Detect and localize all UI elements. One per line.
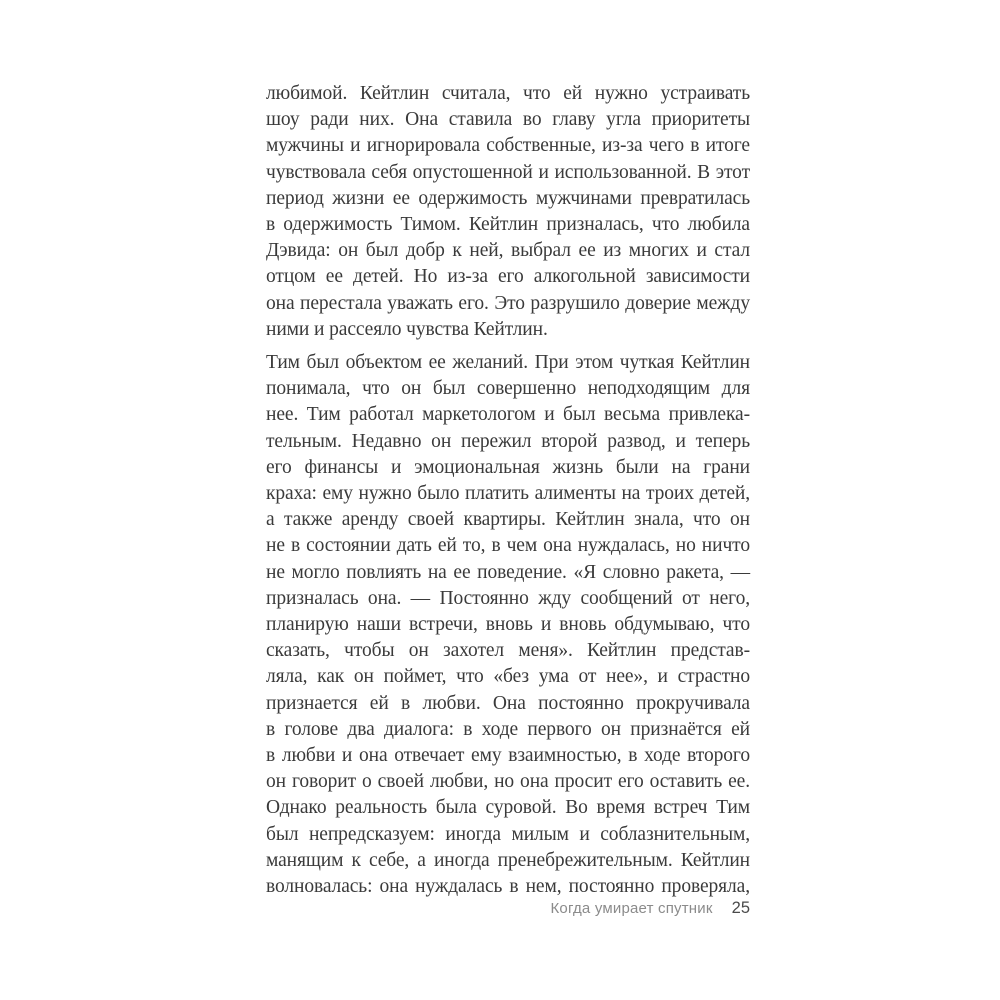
text-line: признается ей в любви. Она постоянно прокручивала xyxy=(266,692,750,714)
text-line: Однако реальность была суровой. Во время встреч Тим xyxy=(266,797,750,819)
text-line: его финансы и эмоциональная жизнь были на грани xyxy=(266,456,750,478)
text-line: не в состоянии дать ей то, в чем она нуждалась, но ничто xyxy=(266,535,750,557)
text-line: был непредсказуем: иногда милым и соблазнительным, xyxy=(266,823,750,845)
text-line: в одержимость Тимом. Кейтлин призналась, что любила xyxy=(266,214,750,236)
text-line: нее. Тим работал маркетологом и был весьма привлека- xyxy=(266,404,750,426)
running-title: Когда умирает спутник xyxy=(550,900,713,917)
text-line: он говорит о своей любви, но она просит его оставить ее. xyxy=(266,771,750,793)
text-line: планирую наши встречи, вновь и вновь обдумываю, что xyxy=(266,614,750,636)
text-line: тельным. Недавно он пережил второй развод, и теперь xyxy=(266,430,750,452)
paragraph xyxy=(266,350,750,900)
text-line: ляла, как он поймет, что «без ума от нее», и страстно xyxy=(266,666,750,688)
text-line: любимой. Кейтлин считала, что ей нужно устраивать xyxy=(266,83,750,104)
text-line: призналась она. — Постоянно жду сообщений от него, xyxy=(266,587,750,609)
text-line: Дэвида: он был добр к ней, выбрал ее из многих и стал xyxy=(266,240,750,262)
text-line: отцом ее детей. Но из-за его алкогольной зависимости xyxy=(266,266,750,288)
text-line: чувствовала себя опустошенной и использованной. В этот xyxy=(266,161,750,183)
text-line: понимала, что он был совершенно неподходящим для xyxy=(266,378,750,400)
paragraph xyxy=(266,81,750,343)
page-footer xyxy=(266,899,750,918)
text-line: ними и рассеяло чувства Кейтлин. xyxy=(266,318,548,340)
text-line: волновалась: она нуждалась в нем, постоянно проверяла, xyxy=(266,876,750,898)
text-line: мужчины и игнорировала собственные, из-за чего в итоге xyxy=(266,135,750,157)
text-line: период жизни ее одержимость мужчинами превратилась xyxy=(266,187,750,209)
text-line: краха: ему нужно было платить алименты на троих детей, xyxy=(266,483,750,505)
page-number: 25 xyxy=(731,899,750,917)
text-line: Тим был объектом ее желаний. При этом чуткая Кейтлин xyxy=(266,352,750,374)
text-column xyxy=(266,81,750,900)
text-line: в голове два диалога: в ходе первого он признаётся ей xyxy=(266,718,750,740)
text-line: манящим к себе, а иногда пренебрежительным. Кейтлин xyxy=(266,849,750,871)
text-line: она перестала уважать его. Это разрушило доверие между xyxy=(266,292,750,314)
text-line: сказать, чтобы он захотел меня». Кейтлин представ- xyxy=(266,640,750,662)
text-line: шоу ради них. Она ставила во главу угла приоритеты xyxy=(266,109,750,131)
text-line: в любви и она отвечает ему взаимностью, в ходе второго xyxy=(266,745,750,767)
text-line: а также аренду своей квартиры. Кейтлин знала, что он xyxy=(266,509,750,531)
text-line: не могло повлиять на ее поведение. «Я словно ракета, — xyxy=(266,561,750,583)
